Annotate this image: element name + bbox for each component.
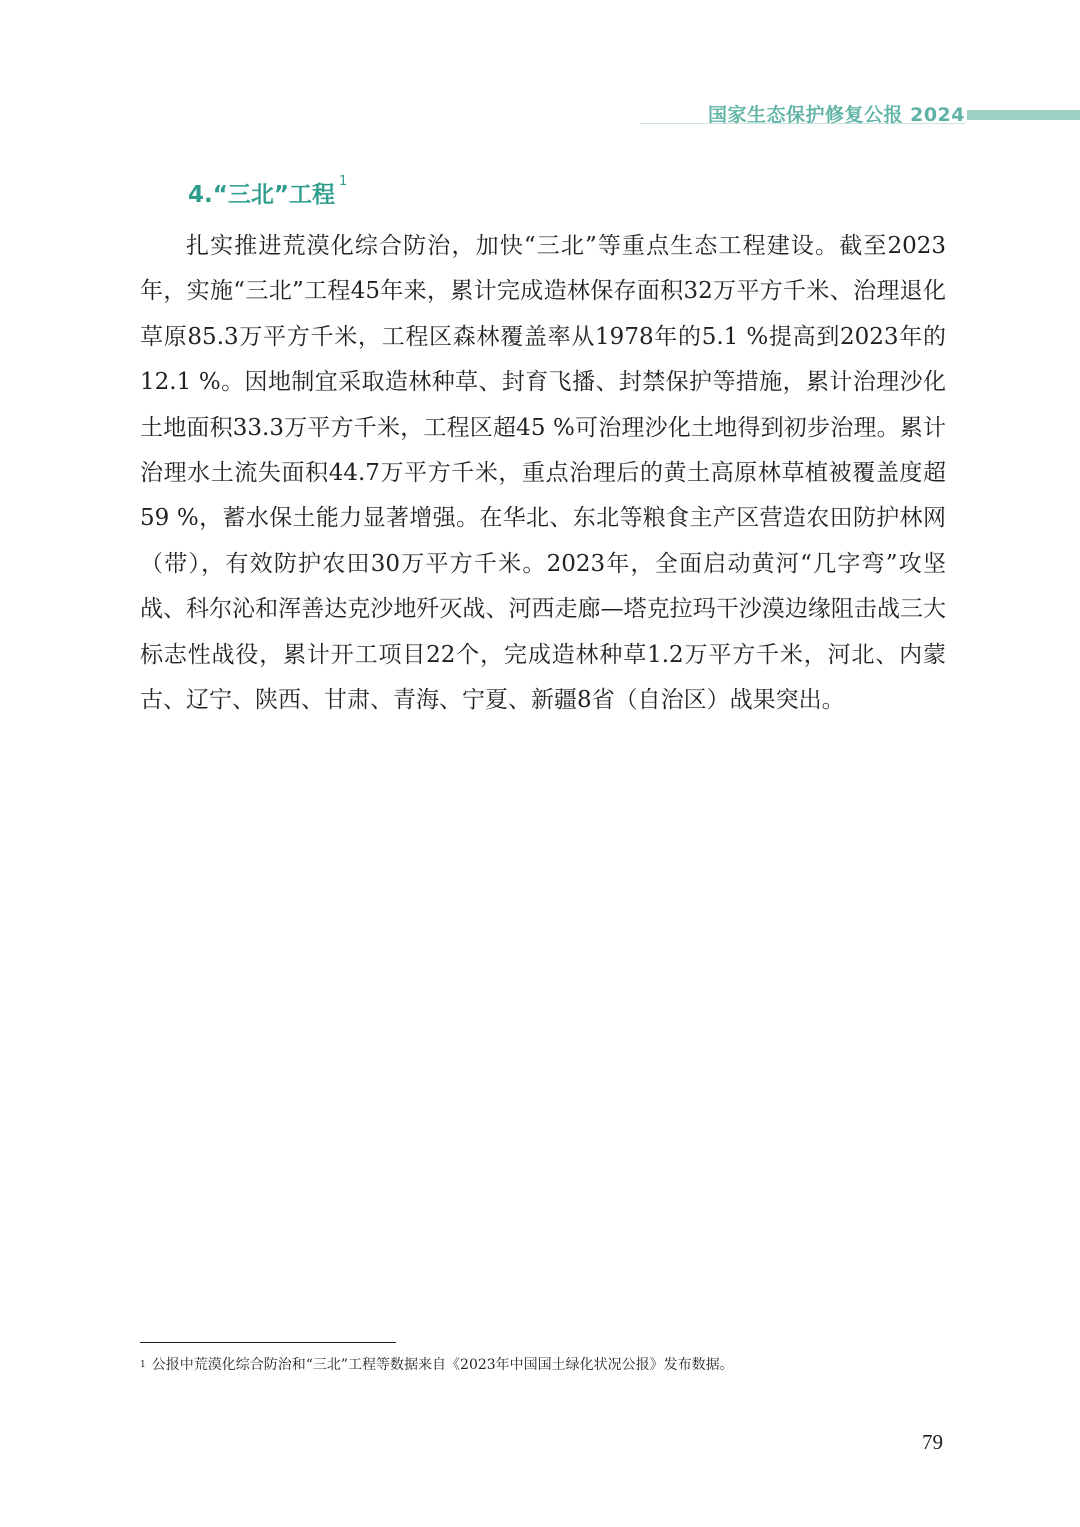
header-accent-bar bbox=[967, 110, 1080, 120]
footnote-divider bbox=[140, 1342, 396, 1343]
footnote-text: 公报中荒漠化综合防治和“三北”工程等数据来自《2023年中国国土绿化状况公报》发布数据。 bbox=[151, 1357, 734, 1373]
body-paragraph: 扎实推进荒漠化综合防治，加快“三北”等重点生态工程建设。截至2023年，实施“三北”工程45年来，累计完成造林保存面积32万平方千米、治理退化草原85.3万平方千米，工程区森林覆盖率从1978年的5.1 %提高到2023年的12.1 %。因地制宜采取造林种草、封育飞播、封禁保护等措施，累计治理沙化土地面积33.3万平方千米，工程区超45 %可治理沙化土地得到初步治理。累计治理水土流失面积44.7万平方千米，重点治理后的黄土高原林草植被覆盖度超59 %，蓄水保土能力显著增强。在华北、东北等粮食主产区营造农田防护林网（带），有效防护农田30万平方千米。2023年，全面启动黄河“几字弯”攻坚战、科尔沁和浑善达克沙地歼灭战、河西走廊—塔克拉玛干沙漠边缘阻击战三大标志性战役，累计开工项目22个，完成造林种草1.2万平方千米，河北、内蒙古、辽宁、陕西、甘肃、青海、宁夏、新疆8省（自治区）战果突出。 bbox=[140, 233, 946, 714]
footnote-marker: 1 bbox=[140, 1360, 146, 1370]
section-heading bbox=[188, 176, 347, 209]
section-heading-text: 4.“三北”工程 bbox=[188, 182, 335, 208]
running-header-title: 国家生态保护修复公报 2024 bbox=[708, 104, 965, 126]
page-number: 79 bbox=[922, 1430, 943, 1454]
footnote bbox=[140, 1355, 950, 1375]
footnote-reference[interactable]: 1 bbox=[338, 174, 348, 189]
